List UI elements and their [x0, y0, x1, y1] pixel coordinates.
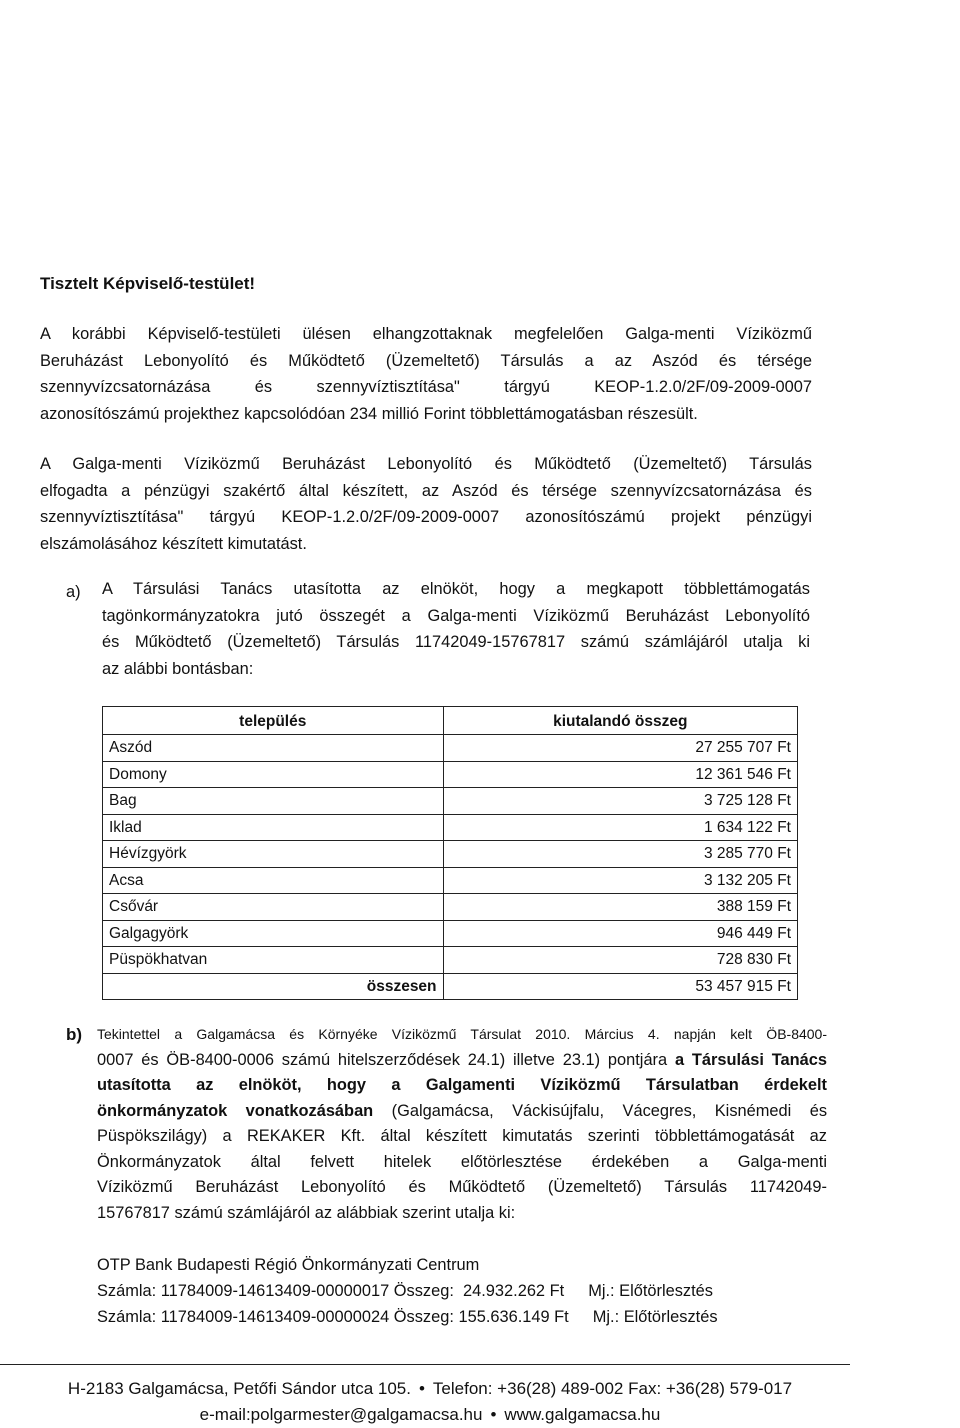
- settlement-amount: 3 285 770 Ft: [443, 841, 797, 868]
- footer-line-1: [0, 1376, 860, 1402]
- footer-address: H-2183 Galgamácsa, Petőfi Sándor utca 105.: [67, 1379, 411, 1398]
- salutation: Tisztelt Képviselő-testület!: [40, 274, 256, 293]
- text-bold: a Társulási Tanács: [674, 1050, 827, 1069]
- text-bold: utasította az elnököt, hogy a Galgamenti Víziközmű Társulatban érdekelt: [97, 1076, 827, 1094]
- settlement-name: Galgagyörk: [103, 920, 444, 947]
- settlement-amount: 3 132 205 Ft: [443, 867, 797, 894]
- total-label: összesen: [103, 973, 444, 1000]
- allocation-table: [102, 706, 798, 1000]
- settlement-amount: 946 449 Ft: [443, 920, 797, 947]
- paragraph-line: és Működtető (Üzemeltető) Társulás 11742049-15767817 számú számlájáról utalja ki: [102, 633, 810, 651]
- item-b-text: [97, 1022, 827, 1226]
- bank-account-row: [97, 1304, 718, 1330]
- account-text: Számla: 11784009-14613409-00000024 Összeg: 155.636.149 Ft: [97, 1308, 569, 1326]
- table-total-row: [103, 973, 798, 1000]
- paragraph-line: szennyvíztisztítása" tárgyú KEOP-1.2.0/2F/09-2009-0007 azonosítószámú projekt pénzügyi: [40, 508, 812, 526]
- paragraph-line: azonosítószámú projekthez kapcsolódóan 234 millió Forint többlettámogatásban részesült.: [40, 404, 698, 423]
- header-settlement: település: [103, 707, 444, 735]
- paragraph-line: A Galga-menti Víziközmű Beruházást Lebonyolító és Működtető (Üzemeltető) Társulás: [40, 455, 812, 473]
- item-a-text: [102, 576, 810, 682]
- table-body: [103, 735, 798, 974]
- settlement-name: Hévízgyörk: [103, 841, 444, 868]
- paragraph-line: Tekintettel a Galgamácsa és Környéke Víziközmű Társulat 2010. Március 4. napján kelt ÖB-8400-: [97, 1026, 827, 1042]
- settlement-amount: 388 159 Ft: [443, 894, 797, 921]
- settlement-name: Iklad: [103, 814, 444, 841]
- header-amount: kiutalandó összeg: [443, 707, 797, 735]
- settlement-amount: 12 361 546 Ft: [443, 761, 797, 788]
- table-row: [103, 920, 798, 947]
- account-text: Számla: 11784009-14613409-00000017 Összeg: 24.932.262 Ft: [97, 1282, 565, 1300]
- footer-line-2: [0, 1402, 860, 1428]
- settlement-name: Csővár: [103, 894, 444, 921]
- footer-fax: Fax: +36(28) 579-017: [628, 1379, 793, 1398]
- item-b-marker: b): [66, 1025, 83, 1044]
- footer-email[interactable]: e-mail:polgarmester@galgamacsa.hu: [199, 1405, 483, 1424]
- table-row: [103, 894, 798, 921]
- paragraph-line: elszámolásához készített kimutatást.: [40, 534, 307, 553]
- settlement-name: Acsa: [103, 867, 444, 894]
- bullet-icon: •: [418, 1379, 425, 1398]
- bank-name: OTP Bank Budapesti Régió Önkormányzati Centrum: [97, 1256, 480, 1274]
- settlement-name: Aszód: [103, 735, 444, 762]
- account-note: Mj.: Előtörlesztés: [592, 1308, 718, 1326]
- settlement-name: Domony: [103, 761, 444, 788]
- text-bold: önkormányzatok vonatkozásában: [97, 1101, 374, 1120]
- bank-details: [97, 1252, 718, 1330]
- text-plain: (Galgamácsa, Váckisújfalu, Vácegres, Kisnémedi és: [391, 1101, 828, 1120]
- paragraph-line: [97, 1048, 827, 1074]
- account-note: Mj.: Előtörlesztés: [588, 1282, 713, 1300]
- paragraph-line: A Társulási Tanács utasította az elnököt, hogy a megkapott többlettámogatás: [102, 580, 810, 598]
- table-row: [103, 814, 798, 841]
- paragraph-line: A korábbi Képviselő-testületi ülésen elhangzottaknak megfelelően Galga-menti Víziközmű: [40, 325, 812, 343]
- paragraph-line: Beruházást Lebonyolító és Működtető (Üzemeltető) Társulás a az Aszód és térsége: [40, 351, 812, 370]
- table-row: [103, 867, 798, 894]
- table-header-row: [103, 707, 798, 735]
- settlement-amount: 1 634 122 Ft: [443, 814, 797, 841]
- paragraph-line: Víziközmű Beruházást Lebonyolító és Működtető (Üzemeltető) Társulás 11742049-: [97, 1178, 827, 1196]
- footer-website[interactable]: www.galgamacsa.hu: [504, 1405, 661, 1424]
- paragraph-line: tagönkormányzatokra jutó összegét a Galga-menti Víziközmű Beruházást Lebonyolító: [102, 606, 810, 625]
- paragraph-line: az alábbi bontásban:: [102, 659, 254, 678]
- table-row: [103, 788, 798, 815]
- item-a-marker: a): [66, 583, 81, 601]
- table-row: [103, 947, 798, 974]
- table-row: [103, 841, 798, 868]
- settlement-amount: 728 830 Ft: [443, 947, 797, 974]
- intro-paragraph: [40, 321, 812, 427]
- settlement-name: Bag: [103, 788, 444, 815]
- footer-phone: Telefon: +36(28) 489-002: [432, 1379, 624, 1398]
- paragraph-line: 15767817 számú számlájáról az alábbiak szerint utalja ki:: [97, 1203, 516, 1222]
- text-plain: 0007 és ÖB-8400-0006 számú hitelszerződések 24.1) illetve 23.1) pontjára: [97, 1050, 668, 1069]
- table-row: [103, 761, 798, 788]
- paragraph-line: [97, 1099, 827, 1125]
- settlement-name: Püspökhatvan: [103, 947, 444, 974]
- footer: [0, 1376, 860, 1428]
- paragraph-line: szennyvízcsatornázása és szennyvíztisztítása" tárgyú KEOP-1.2.0/2F/09-2009-0007: [40, 378, 812, 396]
- paragraph-line: Önkormányzatok által felvett hitelek előtörlesztése érdekében a Galga-menti: [97, 1152, 827, 1171]
- total-amount: 53 457 915 Ft: [443, 973, 797, 1000]
- footer-divider: [0, 1364, 850, 1365]
- paragraph-line: Püspökszilágy) a REKAKER Kft. által készített kimutatás szerinti többlettámogatását az: [97, 1127, 827, 1145]
- second-paragraph: [40, 451, 812, 557]
- settlement-amount: 27 255 707 Ft: [443, 735, 797, 762]
- paragraph-line: [97, 1073, 827, 1099]
- settlement-amount: 3 725 128 Ft: [443, 788, 797, 815]
- paragraph-line: elfogadta a pénzügyi szakértő által készített, az Aszód és térsége szennyvízcsatornázása és: [40, 481, 812, 500]
- bullet-icon: •: [490, 1405, 497, 1424]
- table-row: [103, 735, 798, 762]
- bank-account-row: [97, 1278, 718, 1304]
